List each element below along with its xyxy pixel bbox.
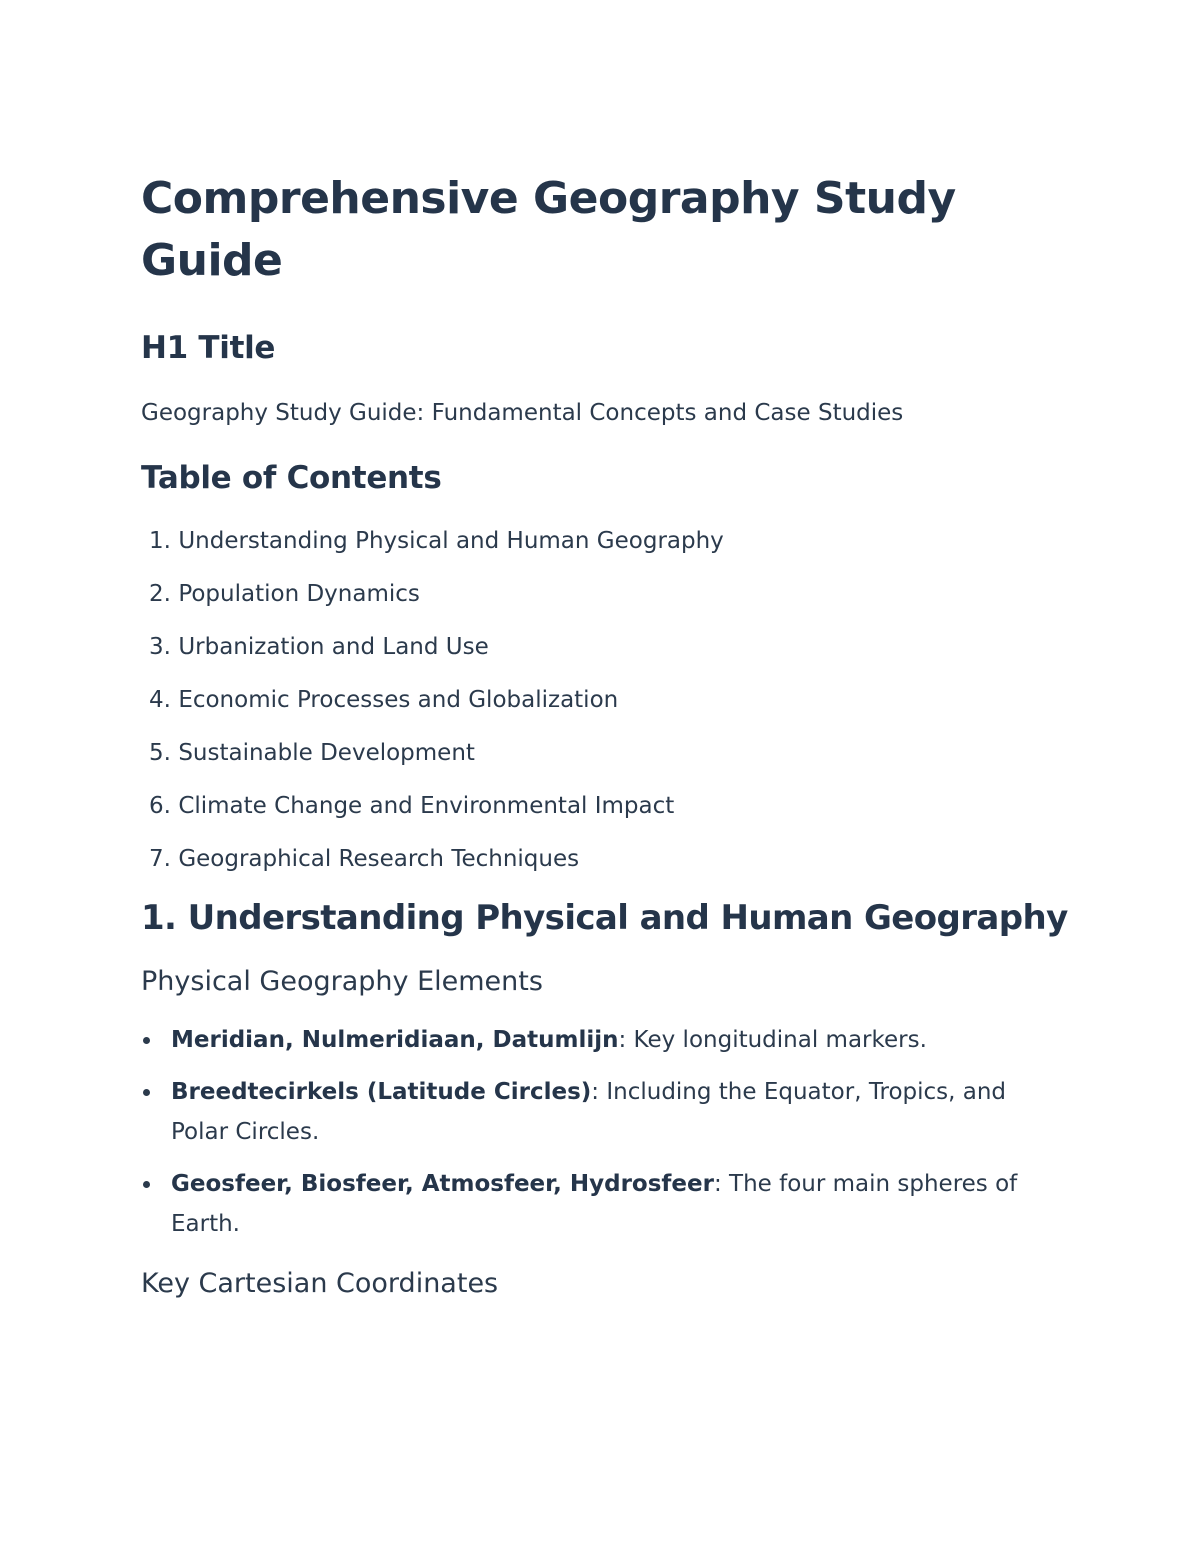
toc-item-label: Urbanization and Land Use [178,634,489,660]
document-page [141,168,1071,1302]
cartesian-coordinates-subheading: Key Cartesian Coordinates [141,1268,499,1299]
toc-item-number: 5. [149,740,171,766]
list-item-separator: : [591,1079,600,1105]
bullet-icon [143,1181,150,1188]
toc-heading: Table of Contents [141,460,442,496]
toc-item-label: Economic Processes and Globalization [178,687,619,713]
toc-item [141,738,1071,768]
toc-item [141,526,1071,556]
list-item [141,1020,1061,1060]
toc-item-number: 3. [149,634,171,660]
toc-item-label: Population Dynamics [178,581,420,607]
toc-item-number: 7. [149,846,171,872]
list-item-separator: : [713,1171,722,1197]
toc-item-label: Climate Change and Environmental Impact [178,793,675,819]
list-item [141,1072,1061,1152]
list-item-term: Meridian, Nulmeridiaan, Datumlijn [171,1027,619,1053]
toc-item [141,791,1071,821]
toc-item-number: 2. [149,581,171,607]
list-item-text: The four main spheres of Earth. [171,1171,1018,1237]
list-item [141,1164,1061,1244]
toc-item-number: 6. [149,793,171,819]
bullet-icon [143,1037,150,1044]
document-title: Comprehensive Geography Study Guide [141,173,956,286]
toc-item-label: Geographical Research Techniques [178,846,580,872]
h1-title-heading: H1 Title [141,330,276,366]
toc-item-number: 4. [149,687,171,713]
list-item-separator: : [618,1027,627,1053]
list-item-term: Breedtecirkels (Latitude Circles) [171,1079,592,1105]
list-item-text: Key longitudinal markers. [626,1027,927,1053]
toc-item [141,579,1071,609]
bullet-icon [143,1089,150,1096]
section-1-heading: 1. Understanding Physical and Human Geography [141,898,1068,938]
physical-geography-list [141,1020,1071,1244]
toc-item [141,685,1071,715]
toc-item-label: Sustainable Development [178,740,475,766]
toc-item-label: Understanding Physical and Human Geography [178,528,724,554]
list-item-text: Including the Equator, Tropics, and Polar Circles. [171,1079,1007,1145]
toc-item-number: 1. [149,528,171,554]
physical-geography-subheading: Physical Geography Elements [141,966,543,997]
table-of-contents [141,526,1071,874]
toc-item [141,632,1071,662]
document-subtitle: Geography Study Guide: Fundamental Concepts and Case Studies [141,400,904,426]
toc-item [141,844,1071,874]
list-item-term: Geosfeer, Biosfeer, Atmosfeer, Hydrosfeer [171,1171,714,1197]
